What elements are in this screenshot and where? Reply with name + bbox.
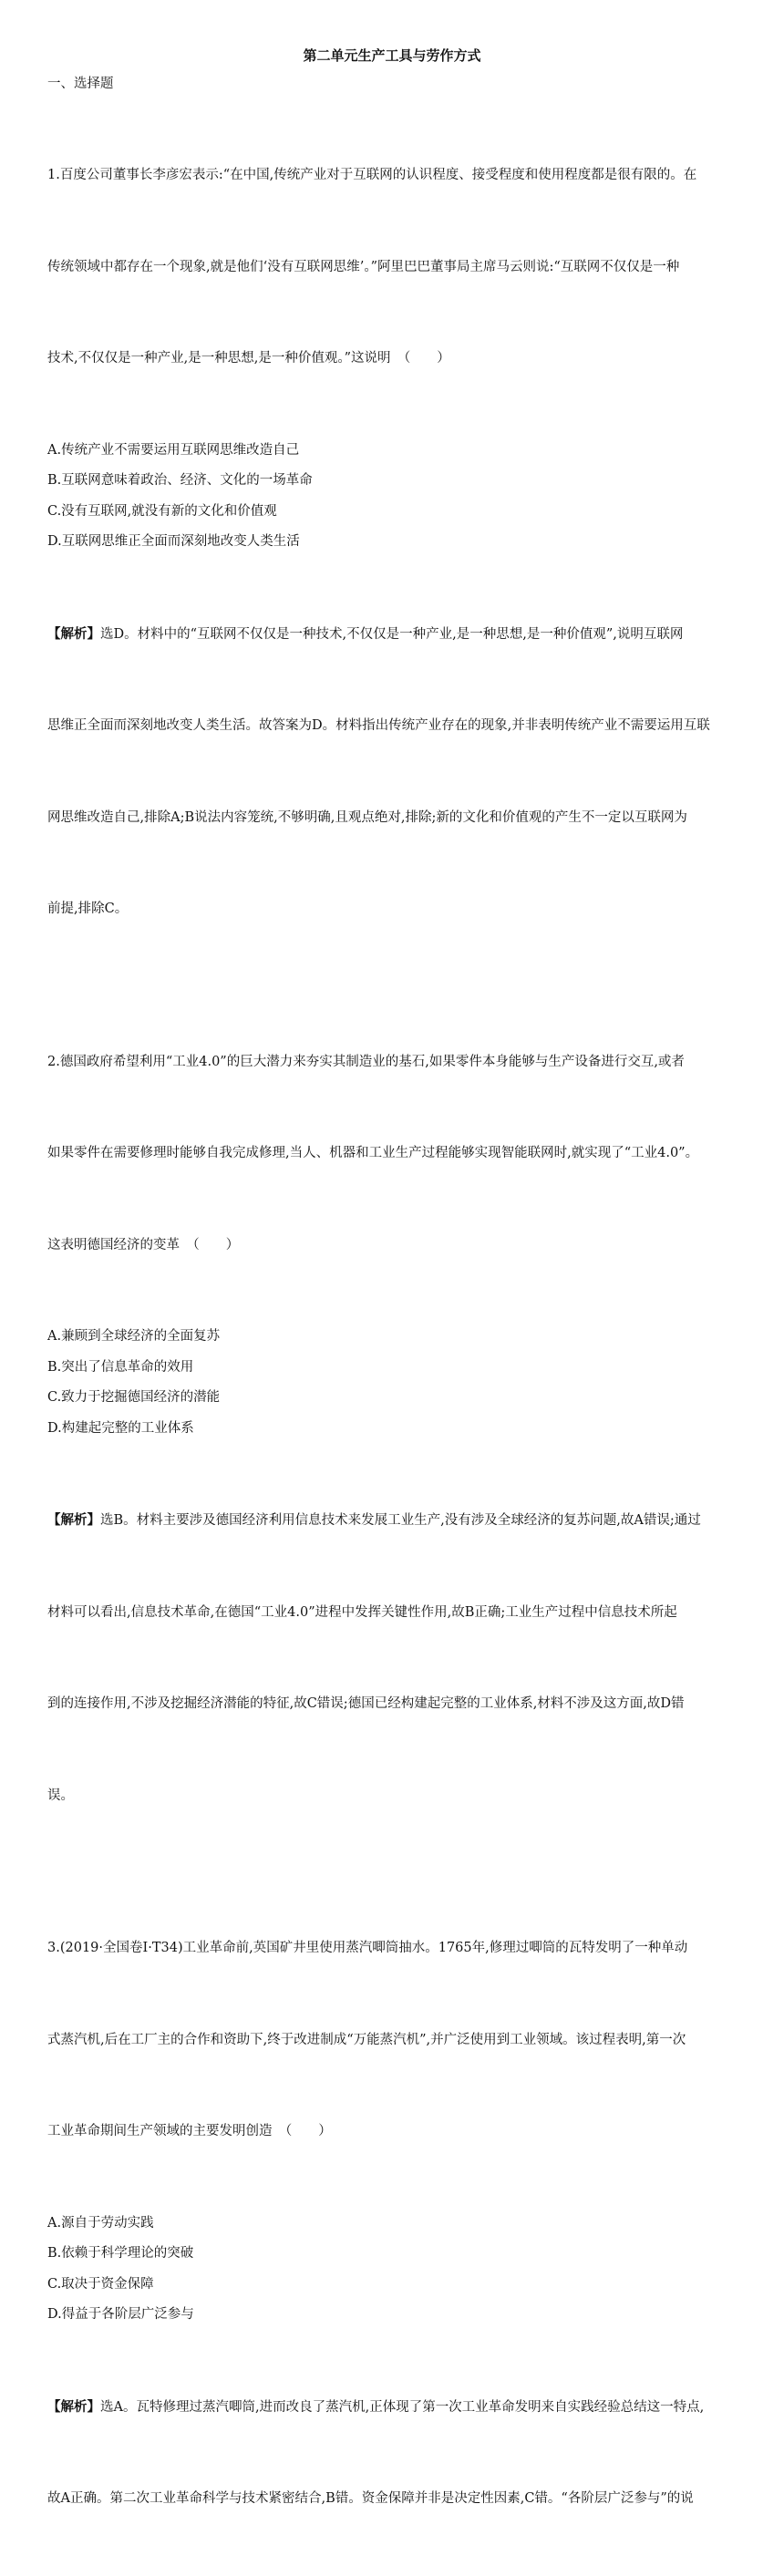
question-2: [47, 986, 737, 1873]
option-c: C.没有互联网,就没有新的文化和价值观: [47, 503, 277, 519]
option-b: B.突出了信息革命的效用: [47, 1359, 194, 1375]
stem-line: 式蒸汽机,后在工厂主的合作和资助下,终于改进制成“万能蒸汽机”,并广泛使用到工业领域。该过程表明,第一次: [47, 2032, 686, 2047]
option-d: D.构建起完整的工业体系: [47, 1420, 194, 1436]
option-a: A.兼顾到全球经济的全面复苏: [47, 1329, 221, 1344]
analysis-tag: 【解析】: [47, 625, 100, 642]
option-c: C.取决于资金保障: [47, 2276, 154, 2292]
stem-line: 如果零件在需要修理时能够自我完成修理,当人、机器和工业生产过程能够实现智能联网时,就实现了“工业4.0”。: [47, 1146, 699, 1160]
question-stem: [47, 986, 737, 1323]
analysis-tag: 【解析】: [47, 2398, 100, 2415]
question-stem: [47, 1872, 737, 2209]
option-a: A.源自于劳动实践: [47, 2215, 154, 2231]
section-heading: 一、选择题: [47, 77, 114, 91]
analysis-line: 选A。瓦特修理过蒸汽唧筒,进而改良了蒸汽机,正体现了第一次工业革命发明来自实践经验总结这一特点,: [100, 2399, 705, 2415]
stem-line: 工业革命期间生产领域的主要发明创造 （ ）: [47, 2124, 332, 2138]
option-d: D.互联网思维正全面而深刻地改变人类生活: [47, 534, 300, 549]
analysis-line: 前提,排除C。: [47, 902, 129, 916]
option-a: A.传统产业不需要运用互联网思维改造自己: [47, 442, 300, 458]
question-stem: [47, 99, 737, 436]
stem-line: 1.百度公司董事长李彦宏表示:“在中国,传统产业对于互联网的认识程度、接受程度和使用程度都是很有限的。在: [47, 168, 697, 182]
stem-line: 3.(2019·全国卷Ⅰ·T34)工业革命前,英国矿井里使用蒸汽唧筒抽水。1765年,修理过唧筒的瓦特发明了一种单动: [47, 1941, 688, 1955]
analysis-line: 选B。材料主要涉及德国经济利用信息技术来发展工业生产,没有涉及全球经济的复苏问题,故A错误;通过: [100, 1513, 701, 1528]
question-3: [47, 1872, 737, 2576]
stem-line: 传统领域中都存在一个现象,就是他们‘没有互联网思维’。”阿里巴巴董事局主席马云则说:“互联网不仅仅是一种: [47, 259, 680, 274]
analysis-line: 误。: [47, 1788, 74, 1803]
option-c: C.致力于挖掘德国经济的潜能: [47, 1390, 221, 1405]
option-b: B.依赖于科学理论的突破: [47, 2246, 194, 2261]
question-1: [47, 99, 737, 986]
analysis: [47, 2331, 737, 2576]
document-page: [47, 44, 737, 2576]
analysis-tag: 【解析】: [47, 1512, 100, 1528]
analysis-line: 材料可以看出,信息技术革命,在德国“工业4.0”进程中发挥关键性作用,故B正确;工业生产过程中信息技术所起: [47, 1604, 677, 1620]
option-d: D.得益于各阶层广泛参与: [47, 2307, 194, 2322]
stem-line: 技术,不仅仅是一种产业,是一种思想,是一种价值观。”这说明 （ ）: [47, 351, 450, 366]
analysis-line: 网思维改造自己,排除A;B说法内容笼统,不够明确,且观点绝对,排除;新的文化和价值观的产生不一定以互联网为: [47, 809, 687, 825]
analysis: [47, 1444, 737, 1872]
analysis: [47, 558, 737, 986]
analysis-line: 选D。材料中的“互联网不仅仅是一种技术,不仅仅是一种产业,是一种思想,是一种价值观”,说明互联网: [100, 626, 684, 642]
analysis-line: 故A正确。第二次工业革命科学与技术紧密结合,B错。资金保障并非是决定性因素,C错。“各阶层广泛参与”的说: [47, 2491, 694, 2506]
analysis-line: 到的连接作用,不涉及挖掘经济潜能的特征,故C错误;德国已经构建起完整的工业体系,材料不涉及这方面,故D错: [47, 1696, 685, 1711]
stem-line: 这表明德国经济的变革 （ ）: [47, 1237, 240, 1252]
analysis-line: 思维正全面而深刻地改变人类生活。故答案为D。材料指出传统产业存在的现象,并非表明传统产业不需要运用互联: [47, 718, 710, 733]
stem-line: 2.德国政府希望利用“工业4.0”的巨大潜力来夯实其制造业的基石,如果零件本身能够与生产设备进行交互,或者: [47, 1054, 685, 1069]
option-b: B.互联网意味着政治、经济、文化的一场革命: [47, 473, 313, 488]
page-title: 第二单元生产工具与劳作方式: [303, 47, 481, 64]
